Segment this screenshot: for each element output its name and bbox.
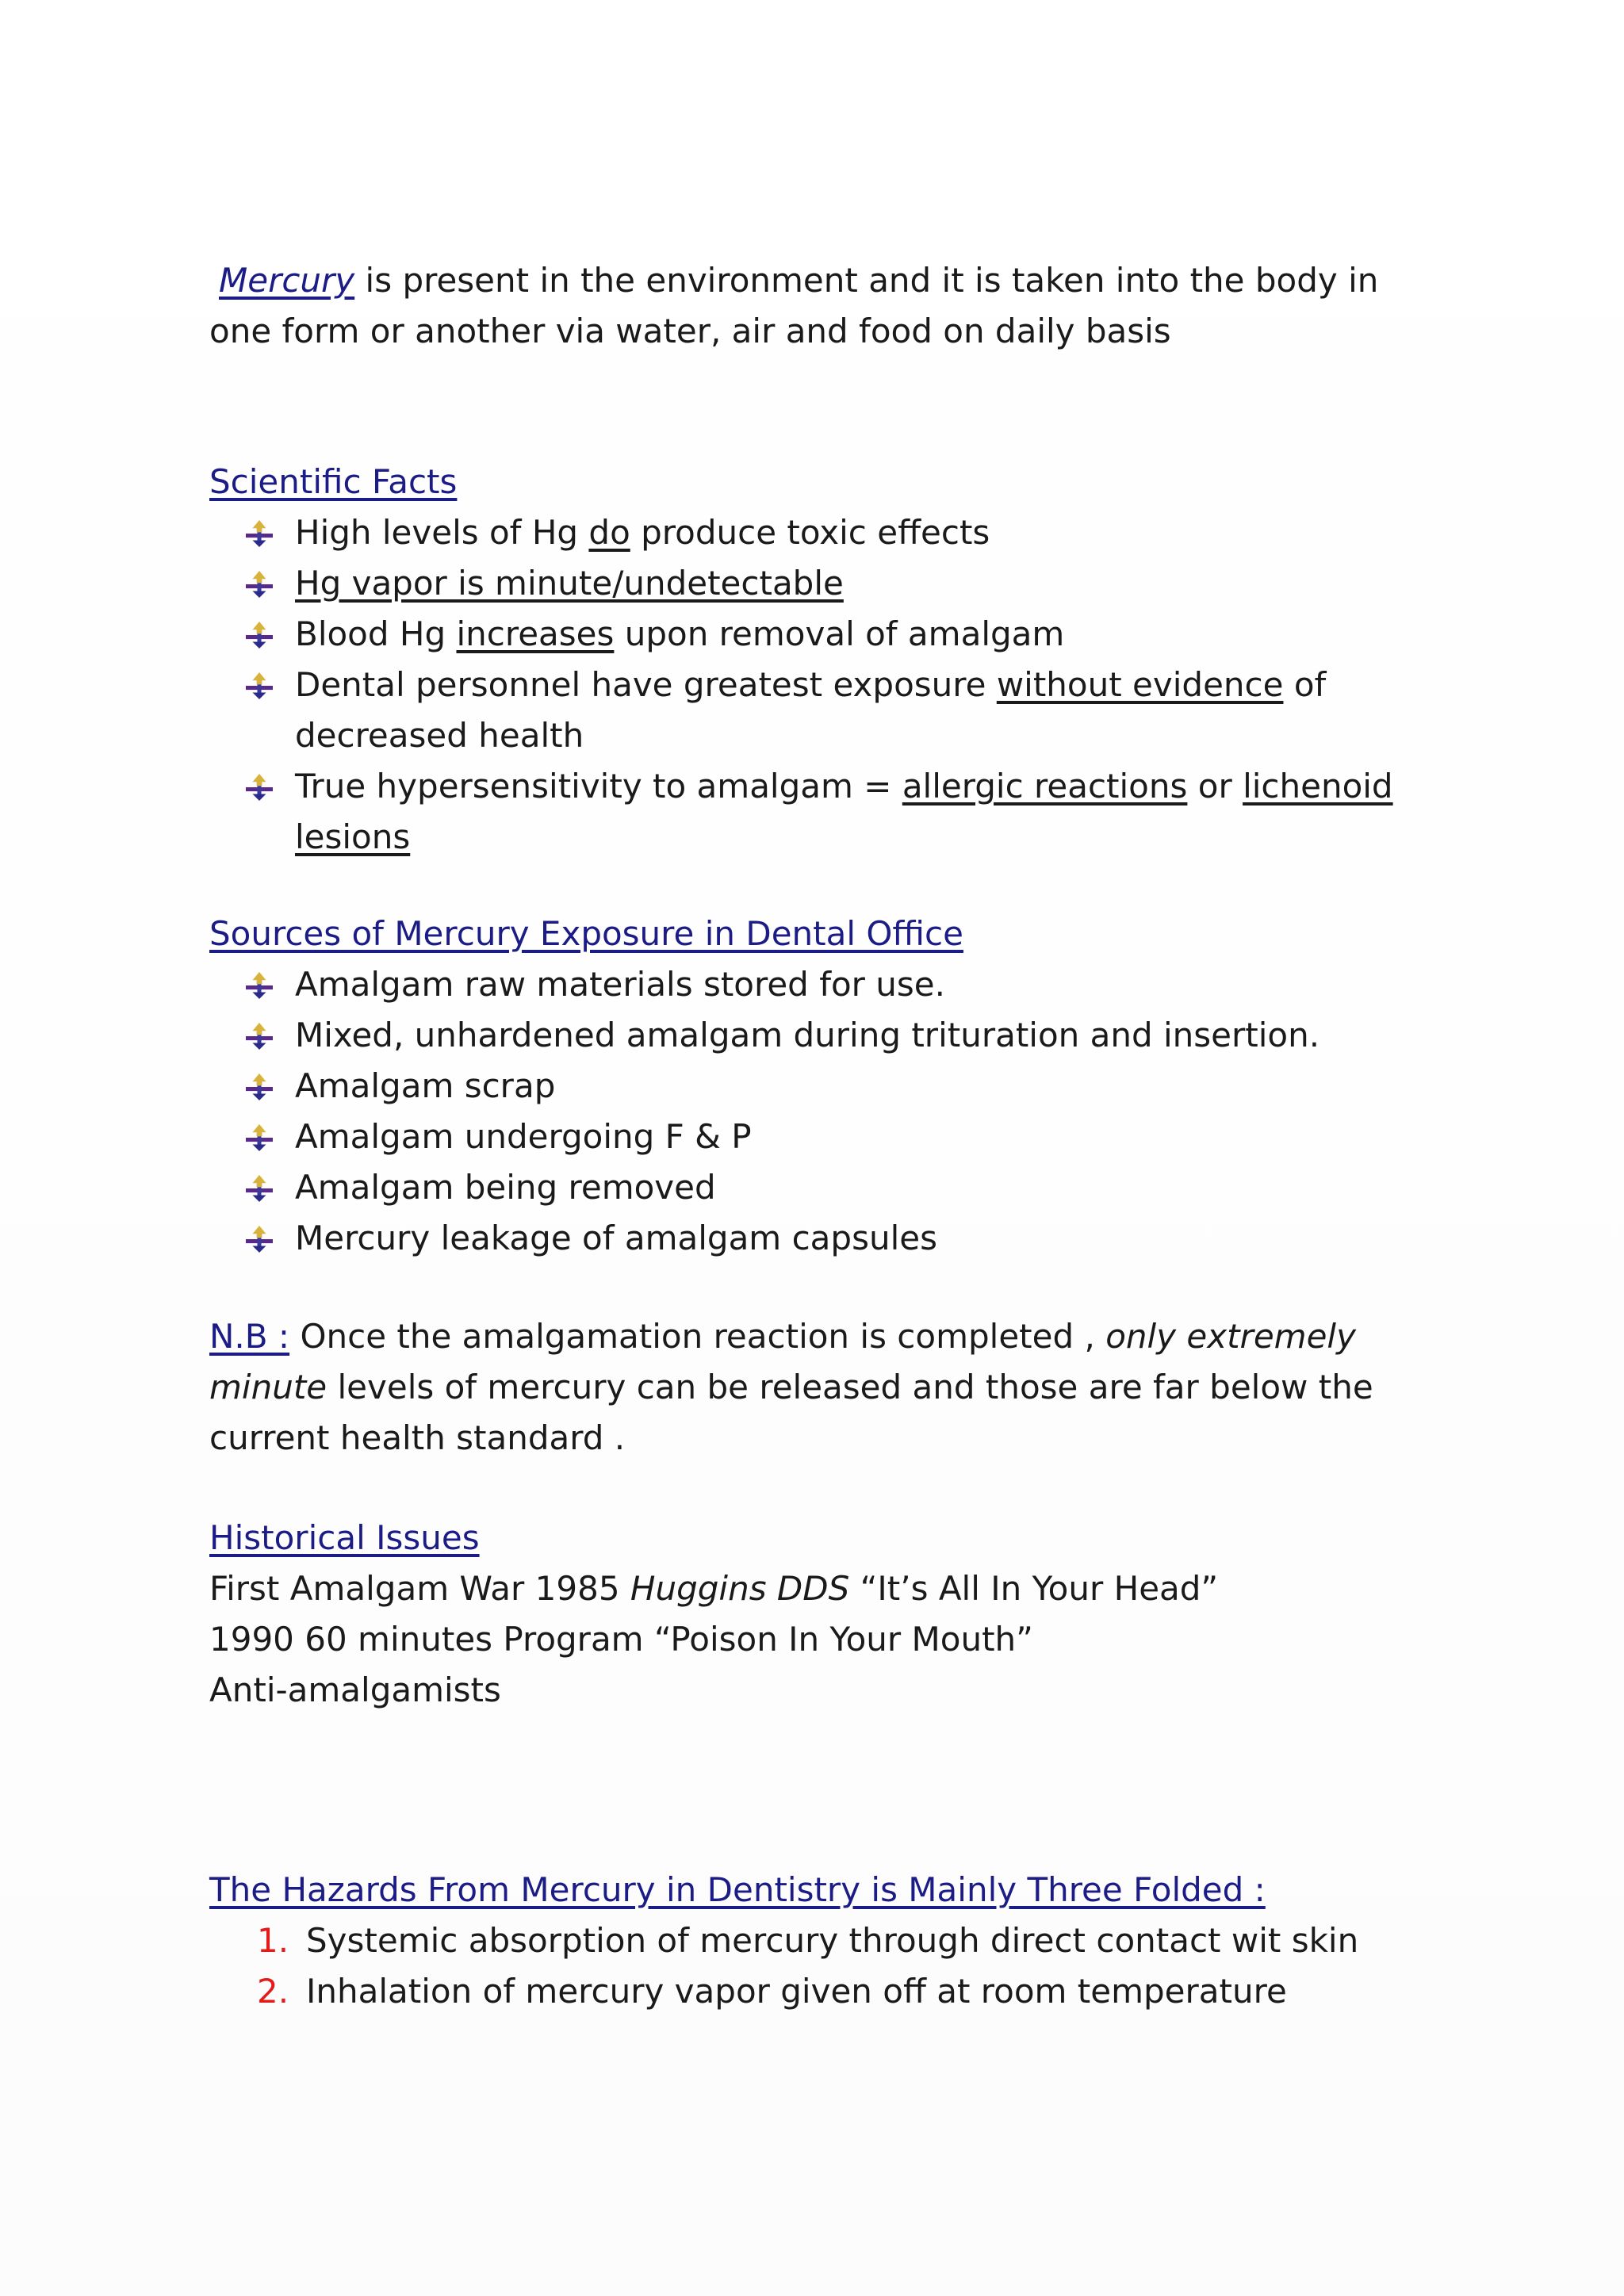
source-text: Amalgam undergoing F & P (295, 1117, 752, 1156)
source-text: Amalgam raw materials stored for use. (295, 965, 945, 1004)
source-item (209, 1010, 1399, 1061)
hazards-section (209, 1865, 1399, 2017)
intro-paragraph (209, 255, 1399, 357)
source-item (209, 1162, 1399, 1213)
historical-line-3: Anti-amalgamists (209, 1670, 501, 1709)
hazard-number: 2. (257, 1972, 289, 2011)
hazards-heading: The Hazards From Mercury in Dentistry is Mainly Three Folded : (209, 1870, 1266, 1909)
fact-emphasis: Hg vapor is minute/undetectable (295, 564, 844, 603)
arrow-cross-bullet-icon (246, 520, 273, 547)
nb-text-2: levels of mercury can be released and those are far below the current health standard . (209, 1368, 1373, 1457)
fact-text: High levels of Hg (295, 513, 589, 552)
intro-text: is present in the environment and it is taken into the body in one form or another via water, air and food on daily basis (209, 261, 1379, 350)
sources-section (209, 909, 1399, 1264)
hazard-text: Inhalation of mercury vapor given off at room temperature (306, 1972, 1287, 2011)
arrow-cross-bullet-icon (246, 1073, 273, 1100)
fact-emphasis: without evidence (996, 665, 1284, 704)
arrow-cross-bullet-icon (246, 1023, 273, 1050)
fact-emphasis: allergic reactions (902, 767, 1188, 806)
source-item (209, 1112, 1399, 1162)
huggins-name: Huggins DDS (630, 1569, 850, 1608)
source-text: Amalgam being removed (295, 1168, 716, 1207)
scientific-facts-heading: Scientific Facts (209, 462, 458, 501)
hazard-text: Systemic absorption of mercury through direct contact wit skin (306, 1921, 1359, 1960)
fact-text: of decreased health (295, 665, 1327, 755)
arrow-cross-bullet-icon (246, 571, 273, 598)
arrow-cross-bullet-icon (246, 622, 273, 649)
fact-text: or (1187, 767, 1243, 806)
fact-emphasis: do (588, 513, 630, 552)
mercury-link[interactable]: Mercury (219, 261, 355, 300)
fact-text: Dental personnel have greatest exposure (295, 665, 997, 704)
source-text: Mercury leakage of amalgam capsules (295, 1219, 937, 1257)
fact-text: Blood Hg (295, 614, 457, 653)
arrow-cross-bullet-icon (246, 1175, 273, 1202)
nb-paragraph (209, 1311, 1399, 1464)
arrow-cross-bullet-icon (246, 774, 273, 801)
source-item (209, 1061, 1399, 1112)
nb-text-1: Once the amalgamation reaction is completed , (289, 1317, 1106, 1356)
hazard-item (209, 1915, 1399, 1966)
scientific-facts-section (209, 457, 1399, 863)
sources-heading: Sources of Mercury Exposure in Dental Office (209, 914, 963, 953)
nb-label: N.B : (209, 1317, 290, 1356)
fact-item (209, 660, 1399, 761)
historical-heading: Historical Issues (209, 1518, 480, 1557)
arrow-cross-bullet-icon (246, 1226, 273, 1253)
hazards-list (209, 1915, 1399, 2017)
source-text: Mixed, unhardened amalgam during trituration and insertion. (295, 1016, 1320, 1054)
historical-section (209, 1513, 1399, 1716)
source-item (209, 1213, 1399, 1264)
scientific-facts-list (209, 507, 1399, 863)
arrow-cross-bullet-icon (246, 1124, 273, 1151)
hazard-number: 1. (257, 1921, 289, 1960)
nb-italic-text: only extremely minute (209, 1317, 1356, 1406)
fact-item (209, 609, 1399, 660)
fact-text: produce toxic effects (630, 513, 990, 552)
fact-item (209, 761, 1399, 863)
fact-emphasis: lichenoid lesions (295, 767, 1393, 856)
arrow-cross-bullet-icon (246, 972, 273, 999)
fact-text: True hypersensitivity to amalgam = (295, 767, 902, 806)
source-item (209, 959, 1399, 1010)
hazard-item (209, 1966, 1399, 2017)
fact-text: upon removal of amalgam (614, 614, 1065, 653)
historical-line-2: 1990 60 minutes Program “Poison In Your Mouth” (209, 1620, 1033, 1659)
sources-list (209, 959, 1399, 1264)
fact-emphasis: increases (456, 614, 615, 653)
source-text: Amalgam scrap (295, 1066, 556, 1105)
fact-item (209, 507, 1399, 558)
historical-line-1: First Amalgam War 1985 Huggins DDS “It’s All In Your Head” (209, 1569, 1219, 1608)
arrow-cross-bullet-icon (246, 672, 273, 699)
fact-item (209, 558, 1399, 609)
